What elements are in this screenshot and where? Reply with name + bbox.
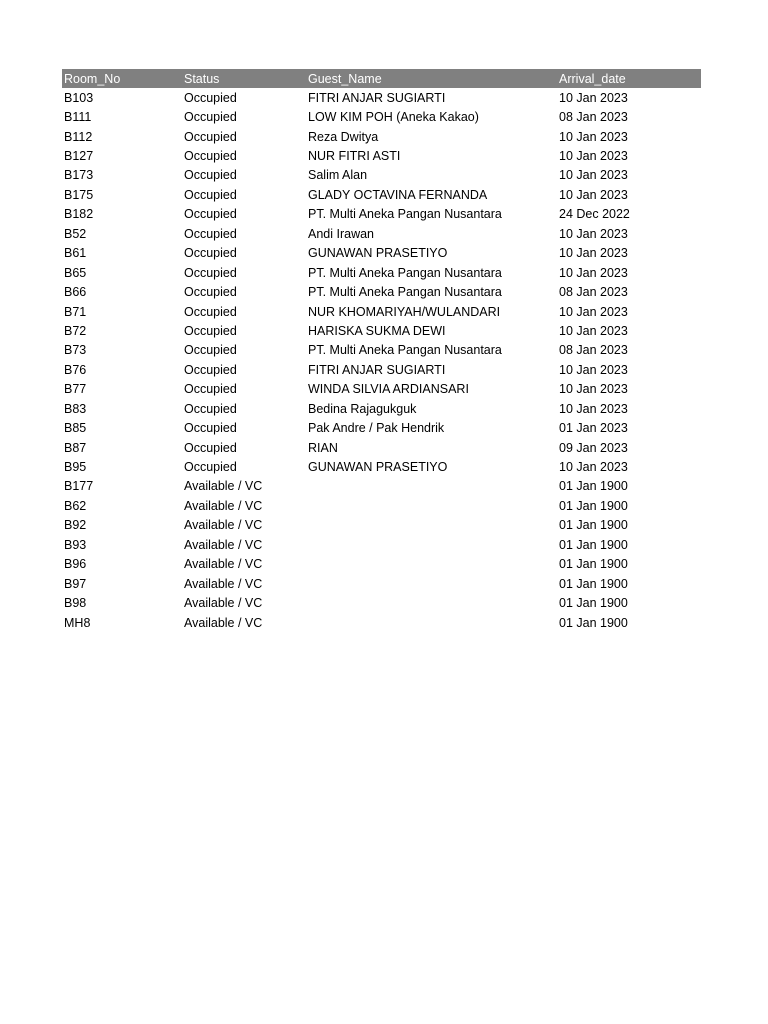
cell-guest-name: NUR FITRI ASTI [308, 149, 401, 164]
cell-guest-name: Andi Irawan [308, 226, 375, 241]
cell-arrival-date: 01 Jan 1900 [559, 596, 628, 611]
cell-guest-name: Salim Alan [308, 168, 368, 183]
cell-status: Occupied [184, 285, 237, 300]
cell-arrival-date: 01 Jan 1900 [559, 479, 628, 494]
cell-room-no: MH8 [64, 615, 91, 630]
cell-status: Occupied [184, 129, 237, 144]
room-status-table [62, 69, 701, 632]
cell-status: Available / VC [184, 615, 263, 630]
table-row [62, 380, 701, 399]
cell-arrival-date: 10 Jan 2023 [559, 226, 628, 241]
cell-status: Occupied [184, 343, 237, 358]
cell-room-no: B72 [64, 323, 87, 338]
cell-arrival-date: 10 Jan 2023 [559, 362, 628, 377]
cell-status: Occupied [184, 304, 237, 319]
cell-arrival-date: 08 Jan 2023 [559, 285, 628, 300]
cell-status: Occupied [184, 323, 237, 338]
table-row [62, 146, 701, 165]
table-row [62, 360, 701, 379]
cell-status: Available / VC [184, 537, 263, 552]
cell-room-no: B87 [64, 440, 87, 455]
cell-guest-name: PT. Multi Aneka Pangan Nusantara [308, 265, 502, 280]
cell-status: Occupied [184, 362, 237, 377]
table-row [62, 244, 701, 263]
table-row [62, 574, 701, 593]
cell-guest-name: Reza Dwitya [308, 129, 379, 144]
table-row [62, 166, 701, 185]
cell-guest-name: Bedina Rajagukguk [308, 401, 417, 416]
cell-arrival-date: 08 Jan 2023 [559, 110, 628, 125]
cell-room-no: B103 [64, 90, 94, 105]
table-row [62, 282, 701, 301]
cell-arrival-date: 10 Jan 2023 [559, 90, 628, 105]
table-row [62, 457, 701, 476]
cell-guest-name: Pak Andre / Pak Hendrik [308, 421, 445, 436]
cell-arrival-date: 10 Jan 2023 [559, 168, 628, 183]
cell-guest-name: PT. Multi Aneka Pangan Nusantara [308, 343, 502, 358]
cell-arrival-date: 01 Jan 1900 [559, 576, 628, 591]
table-row [62, 302, 701, 321]
header-room-no: Room_No [64, 71, 121, 86]
cell-guest-name: FITRI ANJAR SUGIARTI [308, 362, 446, 377]
cell-arrival-date: 10 Jan 2023 [559, 304, 628, 319]
cell-guest-name: FITRI ANJAR SUGIARTI [308, 90, 446, 105]
cell-status: Available / VC [184, 518, 263, 533]
cell-arrival-date: 10 Jan 2023 [559, 401, 628, 416]
cell-room-no: B97 [64, 576, 87, 591]
cell-arrival-date: 01 Jan 2023 [559, 421, 628, 436]
cell-status: Occupied [184, 382, 237, 397]
table-row [62, 593, 701, 612]
cell-room-no: B95 [64, 460, 87, 475]
cell-room-no: B112 [64, 129, 93, 144]
cell-status: Available / VC [184, 596, 263, 611]
cell-room-no: B52 [64, 226, 87, 241]
cell-guest-name: PT. Multi Aneka Pangan Nusantara [308, 207, 502, 222]
cell-status: Occupied [184, 440, 237, 455]
cell-status: Occupied [184, 265, 237, 280]
cell-arrival-date: 10 Jan 2023 [559, 187, 628, 202]
cell-status: Available / VC [184, 498, 263, 513]
cell-guest-name: LOW KIM POH (Aneka Kakao) [308, 110, 479, 125]
table-row [62, 127, 701, 146]
table-row [62, 496, 701, 515]
cell-arrival-date: 08 Jan 2023 [559, 343, 628, 358]
table-row [62, 224, 701, 243]
cell-guest-name: WINDA SILVIA ARDIANSARI [308, 382, 469, 397]
cell-arrival-date: 10 Jan 2023 [559, 265, 628, 280]
cell-arrival-date: 01 Jan 1900 [559, 498, 628, 513]
cell-arrival-date: 01 Jan 1900 [559, 615, 628, 630]
cell-status: Occupied [184, 421, 237, 436]
cell-room-no: B98 [64, 596, 87, 611]
table-row [62, 321, 701, 340]
cell-guest-name: RIAN [308, 440, 338, 455]
table-row [62, 185, 701, 204]
cell-room-no: B173 [64, 168, 94, 183]
cell-room-no: B85 [64, 421, 87, 436]
cell-arrival-date: 10 Jan 2023 [559, 382, 628, 397]
cell-room-no: B93 [64, 537, 87, 552]
cell-status: Occupied [184, 187, 237, 202]
cell-room-no: B61 [64, 246, 87, 261]
table-row [62, 107, 701, 126]
cell-room-no: B71 [64, 304, 87, 319]
cell-room-no: B76 [64, 362, 87, 377]
cell-room-no: B111 [64, 110, 92, 125]
cell-arrival-date: 10 Jan 2023 [559, 323, 628, 338]
cell-arrival-date: 09 Jan 2023 [559, 440, 628, 455]
cell-room-no: B177 [64, 479, 94, 494]
cell-guest-name: GUNAWAN PRASETIYO [308, 246, 448, 261]
cell-status: Available / VC [184, 479, 263, 494]
table-row [62, 263, 701, 282]
cell-guest-name: PT. Multi Aneka Pangan Nusantara [308, 285, 502, 300]
table-header-row [62, 69, 701, 88]
table-row [62, 477, 701, 496]
header-guest-name: Guest_Name [308, 71, 382, 86]
cell-arrival-date: 10 Jan 2023 [559, 129, 628, 144]
table-row [62, 88, 701, 107]
cell-room-no: B65 [64, 265, 87, 280]
cell-room-no: B96 [64, 557, 87, 572]
cell-status: Occupied [184, 149, 237, 164]
cell-guest-name: HARISKA SUKMA DEWI [308, 323, 446, 338]
cell-status: Available / VC [184, 557, 263, 572]
cell-guest-name: NUR KHOMARIYAH/WULANDARI [308, 304, 501, 319]
table-row [62, 438, 701, 457]
cell-arrival-date: 01 Jan 1900 [559, 537, 628, 552]
cell-status: Occupied [184, 246, 237, 261]
cell-room-no: B66 [64, 285, 87, 300]
table-row [62, 555, 701, 574]
cell-guest-name: GUNAWAN PRASETIYO [308, 460, 448, 475]
table-row [62, 341, 701, 360]
cell-status: Occupied [184, 401, 237, 416]
cell-room-no: B77 [64, 382, 87, 397]
cell-arrival-date: 10 Jan 2023 [559, 246, 628, 261]
cell-status: Available / VC [184, 576, 263, 591]
table-row [62, 613, 701, 632]
cell-status: Occupied [184, 226, 237, 241]
cell-room-no: B175 [64, 187, 94, 202]
cell-guest-name: GLADY OCTAVINA FERNANDA [308, 187, 488, 202]
table-row [62, 399, 701, 418]
header-arrival-date: Arrival_date [559, 71, 626, 86]
cell-room-no: B127 [64, 149, 94, 164]
cell-arrival-date: 24 Dec 2022 [559, 207, 630, 222]
cell-arrival-date: 01 Jan 1900 [559, 518, 628, 533]
cell-room-no: B62 [64, 498, 87, 513]
cell-status: Occupied [184, 207, 237, 222]
table-row [62, 205, 701, 224]
cell-arrival-date: 10 Jan 2023 [559, 460, 628, 475]
table-row [62, 516, 701, 535]
cell-room-no: B92 [64, 518, 87, 533]
cell-status: Occupied [184, 168, 237, 183]
cell-room-no: B182 [64, 207, 94, 222]
cell-status: Occupied [184, 460, 237, 475]
cell-room-no: B73 [64, 343, 87, 358]
cell-status: Occupied [184, 110, 237, 125]
table-row [62, 535, 701, 554]
table-row [62, 418, 701, 437]
cell-arrival-date: 10 Jan 2023 [559, 149, 628, 164]
table-body [62, 88, 701, 632]
cell-arrival-date: 01 Jan 1900 [559, 557, 628, 572]
cell-room-no: B83 [64, 401, 87, 416]
header-status: Status [184, 71, 220, 86]
cell-status: Occupied [184, 90, 237, 105]
